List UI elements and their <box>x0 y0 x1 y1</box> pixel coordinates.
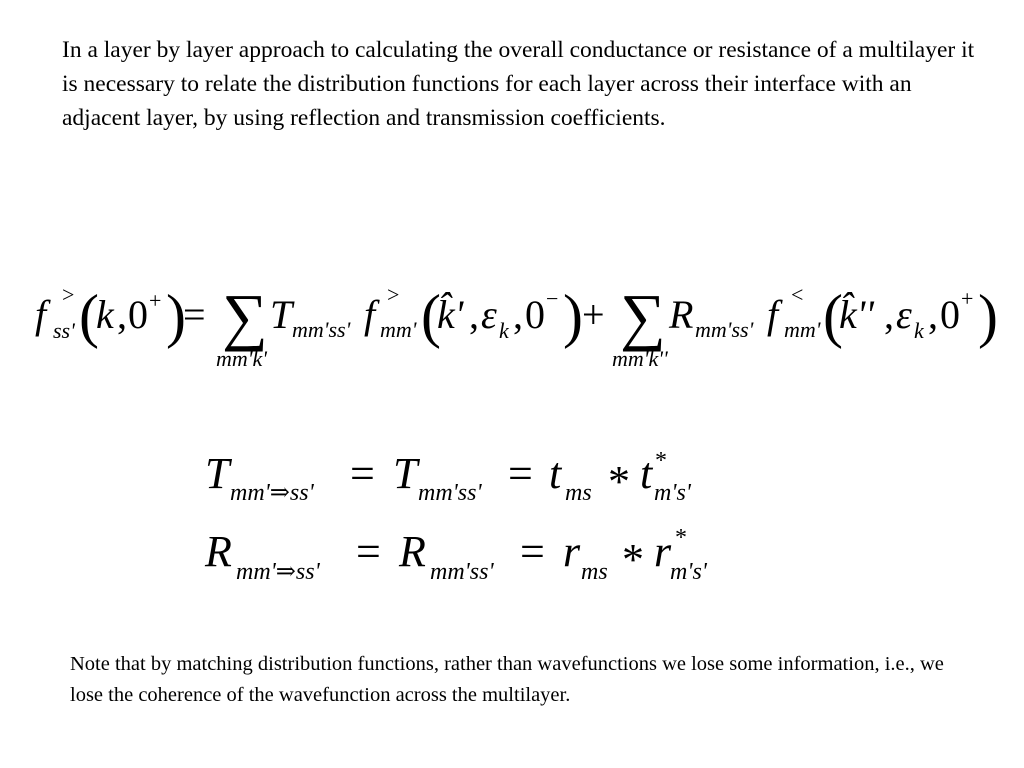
term1-coef-sub: mm'ss' <box>292 317 351 342</box>
r-eq-lhs: R <box>205 527 232 576</box>
term1-f: f <box>364 292 376 337</box>
term2-f-sup: < <box>791 282 804 307</box>
t-eq-lhs: T <box>205 449 230 498</box>
sum1-symbol: ∑ <box>222 281 268 352</box>
term2-coef: R <box>669 292 694 337</box>
intro-paragraph: In a layer by layer approach to calculating the overall conductance or resistance of a multilayer it is necessary to relate the distribution functions for each layer across their interface with an adjacent layer, by using reflection and transmission coefficients. <box>62 37 975 131</box>
term1-eps-sub: k <box>499 318 509 343</box>
term1-comma2: , <box>513 292 523 337</box>
r-eq-rhs-a-sub: ms <box>581 559 608 585</box>
term1-zero-sign: − <box>546 286 559 311</box>
t-eq-mid: T <box>393 449 418 498</box>
term1-open-paren: ( <box>421 283 441 349</box>
main-equation <box>35 281 998 371</box>
term1-coef: T <box>270 292 293 337</box>
lhs-f: f <box>35 292 47 337</box>
reflection-equation <box>204 525 708 585</box>
lhs-close-paren: ) <box>166 283 186 349</box>
t-eq-rhs-b-sub: m's' <box>654 480 691 506</box>
term1-close-paren: ) <box>563 283 583 349</box>
lhs-comma: , <box>117 292 127 337</box>
equals-sign: = <box>183 292 206 337</box>
sum2-symbol: ∑ <box>620 281 666 352</box>
term2-zero-sign: + <box>961 286 974 311</box>
term2-eps: ε <box>896 292 912 337</box>
term2-open-paren: ( <box>823 283 843 349</box>
term2-coef-sub: mm'ss' <box>695 317 754 342</box>
t-eq-rhs-b-sup: * <box>655 448 667 474</box>
term2-zero: 0 <box>940 292 960 337</box>
r-eq-rhs-a: r <box>563 527 581 576</box>
t-eq-rhs-a-sub: ms <box>565 480 592 506</box>
term2-comma1: , <box>884 292 894 337</box>
term1-f-sub: mm' <box>380 317 417 342</box>
lhs-f-sup: > <box>62 282 75 307</box>
t-eq-mid-sub: mm'ss' <box>418 480 482 506</box>
term2-eps-sub: k <box>914 318 924 343</box>
r-eq-star: * <box>622 535 644 584</box>
r-eq-equals2: = <box>520 527 545 576</box>
term2-close-paren: ) <box>978 283 998 349</box>
t-eq-equals2: = <box>508 449 533 498</box>
term2-comma2: , <box>928 292 938 337</box>
term2-arg-k: k̂'' <box>839 292 874 337</box>
r-eq-rhs-b: r <box>654 527 672 576</box>
r-eq-rhs-b-sub: m's' <box>670 559 707 585</box>
term1-f-sup: > <box>387 282 400 307</box>
term2-f-sub: mm' <box>784 317 821 342</box>
r-eq-rhs-b-sup: * <box>675 525 687 551</box>
plus-sign: + <box>582 292 605 337</box>
term1-comma1: , <box>469 292 479 337</box>
r-eq-equals1: = <box>356 527 381 576</box>
lhs-f-sub: ss' <box>53 318 75 343</box>
term1-eps: ε <box>481 292 497 337</box>
r-eq-mid-sub: mm'ss' <box>430 559 494 585</box>
transmission-equation <box>205 448 692 506</box>
t-eq-star: * <box>608 457 630 506</box>
r-eq-lhs-sub: mm'⇒ss' <box>236 559 320 585</box>
t-eq-rhs-a: t <box>549 449 562 498</box>
term2-f: f <box>767 292 779 337</box>
r-eq-mid: R <box>399 527 426 576</box>
t-eq-lhs-sub: mm'⇒ss' <box>230 480 314 506</box>
note-paragraph: Note that by matching distribution functions, rather than wavefunctions we lose some information, i.e., we lose the coherence of the wavefunction across the multilayer. <box>70 653 944 706</box>
sum2-index: mm'k̂'' <box>612 346 668 371</box>
term1-zero: 0 <box>525 292 545 337</box>
sum1-index: mm'k̂' <box>216 346 267 371</box>
lhs-arg-zero-sign: + <box>149 288 162 313</box>
lhs-arg-zero: 0 <box>128 292 148 337</box>
t-eq-rhs-b: t <box>640 449 653 498</box>
lhs-open-paren: ( <box>79 283 99 349</box>
term1-arg-k: k̂' <box>437 292 464 337</box>
t-eq-equals1: = <box>350 449 375 498</box>
lhs-arg-k: k <box>96 292 114 337</box>
